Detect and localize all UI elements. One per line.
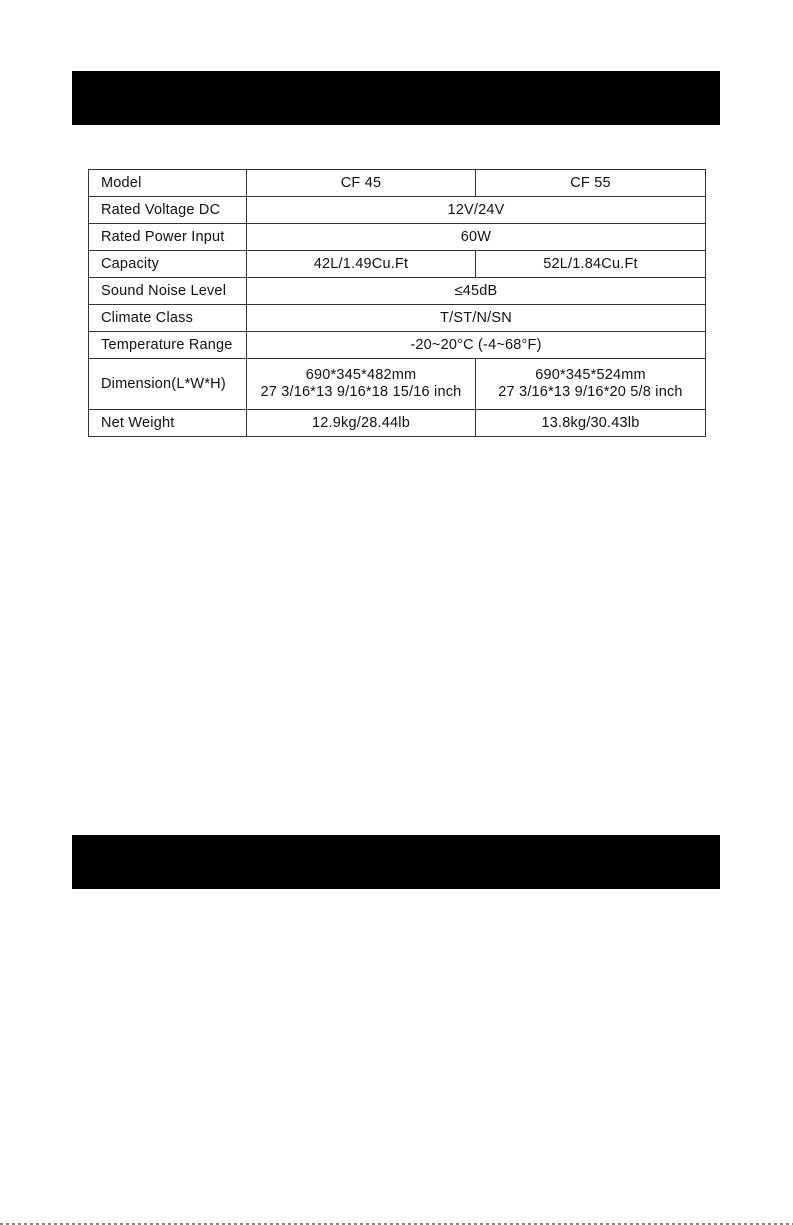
row-label-sound-noise: Sound Noise Level <box>89 278 247 305</box>
section-header-bar-bottom <box>72 835 720 889</box>
specification-table <box>88 169 706 437</box>
dimension-cf45-inch: 27 3/16*13 9/16*18 15/16 inch <box>260 384 462 400</box>
cell-model-cf55: CF 55 <box>476 170 706 197</box>
row-label-model: Model <box>89 170 247 197</box>
row-label-capacity: Capacity <box>89 251 247 278</box>
table-row-rated-voltage <box>89 197 706 224</box>
row-label-temperature-range: Temperature Range <box>89 332 247 359</box>
table-row-capacity <box>89 251 706 278</box>
table-row-net-weight <box>89 410 706 437</box>
dimension-cf55-inch: 27 3/16*13 9/16*20 5/8 inch <box>498 384 683 400</box>
row-label-dimension: Dimension(L*W*H) <box>89 359 247 410</box>
table-row-rated-power <box>89 224 706 251</box>
table-row-temperature-range <box>89 332 706 359</box>
table-row-sound-noise <box>89 278 706 305</box>
row-label-climate-class: Climate Class <box>89 305 247 332</box>
cell-dimension-cf45 <box>247 359 476 410</box>
table-row-model <box>89 170 706 197</box>
cell-capacity-cf55: 52L/1.84Cu.Ft <box>476 251 706 278</box>
dimension-cf55-mm: 690*345*524mm <box>535 367 646 383</box>
cell-net-weight-cf55: 13.8kg/30.43lb <box>476 410 706 437</box>
table-row-dimension <box>89 359 706 410</box>
cell-dimension-cf55 <box>476 359 706 410</box>
row-label-rated-power: Rated Power Input <box>89 224 247 251</box>
cell-temperature-range: -20~20°C (-4~68°F) <box>247 332 706 359</box>
section-header-bar-top <box>72 71 720 125</box>
cell-rated-power: 60W <box>247 224 706 251</box>
dimension-cf45-mm: 690*345*482mm <box>305 367 417 383</box>
cell-climate-class: T/ST/N/SN <box>247 305 706 332</box>
cell-net-weight-cf45: 12.9kg/28.44lb <box>247 410 476 437</box>
cell-capacity-cf45: 42L/1.49Cu.Ft <box>247 251 476 278</box>
cell-model-cf45: CF 45 <box>247 170 476 197</box>
cell-sound-noise: ≤45dB <box>247 278 706 305</box>
table-row-climate-class <box>89 305 706 332</box>
cell-rated-voltage: 12V/24V <box>247 197 706 224</box>
row-label-rated-voltage: Rated Voltage DC <box>89 197 247 224</box>
row-label-net-weight: Net Weight <box>89 410 247 437</box>
